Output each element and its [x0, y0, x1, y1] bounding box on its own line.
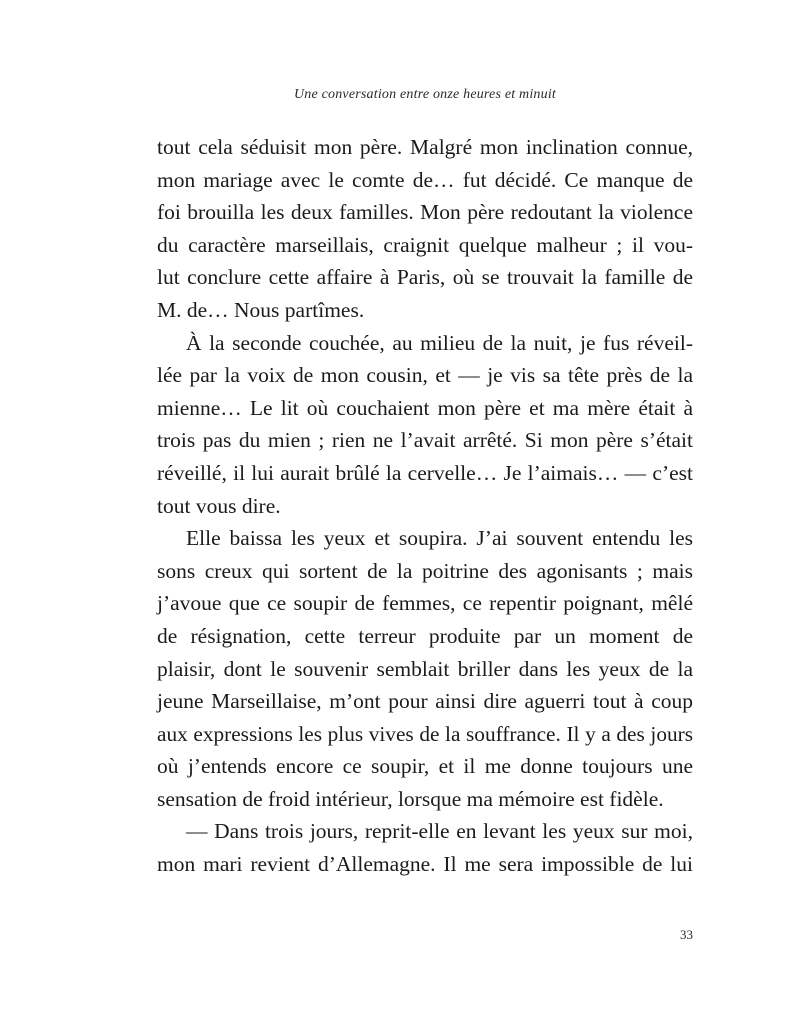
text-line: tout cela séduisit mon père. Malgré mon inclination connue,	[157, 135, 693, 159]
text-line: sons creux qui sortent de la poitrine des agonisants ; mais	[157, 558, 693, 583]
text-line: lut conclure cette affaire à Paris, où se trouvait la famille de	[157, 265, 693, 290]
text-line: trois pas du mien ; rien ne l’avait arrêté. Si mon père s’était	[157, 428, 693, 453]
text-line: mon mari revient d’Allemagne. Il me sera impossible de lui	[157, 852, 693, 877]
text-line: réveillé, il lui aurait brûlé la cervelle… Je l’aimais… — c’est	[157, 460, 693, 485]
text-line: À la seconde couchée, au milieu de la nuit, je fus réveil-	[186, 330, 693, 355]
text-line: tout vous dire.	[157, 493, 281, 518]
body-text	[157, 131, 693, 881]
text-line: mon mariage avec le comte de… fut décidé. Ce manque de	[157, 167, 693, 192]
text-line: aux expressions les plus vives de la souffrance. Il y a des jours	[157, 721, 693, 746]
text-line: jeune Marseillaise, m’ont pour ainsi dire aguerri tout à coup	[157, 689, 693, 714]
text-line: — Dans trois jours, reprit-elle en levant les yeux sur moi,	[186, 819, 693, 844]
paragraph	[157, 131, 693, 327]
text-line: de résignation, cette terreur produite par un moment de	[157, 623, 693, 648]
paragraph	[157, 815, 693, 880]
text-line: du caractère marseillais, craignit quelque malheur ; il vou-	[157, 232, 693, 257]
page-number: 33	[680, 927, 693, 942]
text-line: lée par la voix de mon cousin, et — je vis sa tête près de la	[157, 363, 693, 388]
text-line: Elle baissa les yeux et soupira. J’ai souvent entendu les	[186, 526, 693, 551]
text-line: sensation de froid intérieur, lorsque ma mémoire est fidèle.	[157, 786, 664, 811]
paragraph	[157, 522, 693, 815]
running-head: Une conversation entre onze heures et minuit	[293, 87, 557, 102]
text-line: mienne… Le lit où couchaient mon père et ma mère était à	[157, 395, 693, 420]
paragraph	[157, 327, 693, 523]
text-line: plaisir, dont le souvenir semblait briller dans les yeux de la	[157, 656, 693, 681]
text-line: M. de… Nous partîmes.	[157, 297, 365, 322]
text-line: j’avoue que ce soupir de femmes, ce repentir poignant, mêlé	[157, 591, 693, 616]
text-line: où j’entends encore ce soupir, et il me donne toujours une	[157, 754, 693, 779]
text-line: foi brouilla les deux familles. Mon père redoutant la violence	[157, 200, 693, 225]
